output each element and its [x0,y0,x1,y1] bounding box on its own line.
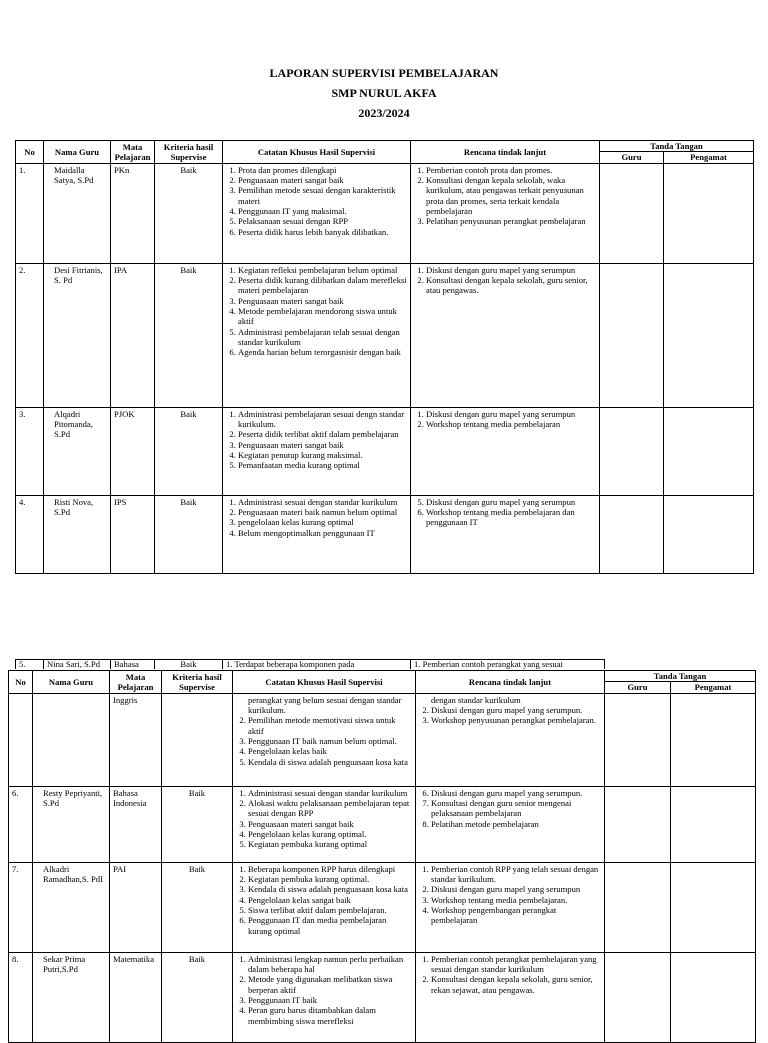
school-year: 2023/2024 [358,106,410,120]
row-notes [233,952,416,1042]
header-guru: Guru [600,152,664,163]
notes-item: 4. Peran guru harus ditambahkan dalam membimbing siswa merefleksi [248,1005,412,1026]
row-subject: Bahasa [111,660,155,670]
notes-item: 3. Penggunaan IT baik namun belum optimal. [248,736,412,746]
plans-item: 1. Pemberian contoh perangkat pembelajaran yang sesuai dengan standar kurikulum [431,954,601,975]
plans-item: 3. Pelatihan penyusunan perangkat pembelajaran [426,216,596,226]
notes-item: 1. Administrasi lengkap namun perlu perbaikan dalam beberapa hal [248,954,412,975]
plans-list [419,705,601,726]
notes-item: 1. Administrasi sesuai dengan standar kurikulum [238,497,407,507]
notes-item: 2. Peserta didik kurang dilibatkan dalam merefleksi materi pembelajaran [238,275,407,296]
notes-list [226,497,407,538]
header-rencana: Rencana tindak lanjut [411,141,600,164]
header-mata-pelajaran: Mata Pelajaran [111,141,155,164]
row-teacher-name: Alkadri Ramadhan,S. PdI [33,862,110,952]
plans-item: 2. Diskusi dengan guru mapel yang serumpun [431,884,601,894]
notes-item: 3. pengelolaan kelas kurang optimal [238,517,407,527]
signature-guru [605,693,671,786]
notes-item: 3. Penguasaan materi sangat baik [238,296,407,306]
table-row [16,495,754,573]
notes-item: 4. Pengelolaan kelas sangat baik [248,895,412,905]
supervision-table-page-1 [15,140,754,574]
header-rencana: Rencana tindak lanjut [416,671,605,694]
table-row [9,693,756,786]
signature-guru [605,786,671,862]
table-row [9,952,756,1042]
plans-item: 2. Konsultasi dengan kepala sekolah, guru senior, atau pengawas. [426,275,596,296]
row-subject: IPS [111,495,155,573]
row-plans [411,263,600,407]
row-no: 1. [16,163,44,263]
notes-item: 3. Penguasaan materi sangat baik [248,819,412,829]
row-criteria [162,693,233,786]
row-subject: IPA [111,263,155,407]
row-teacher-name: Alqadri Pitomanda, S.Pd [44,407,111,495]
table-row [9,862,756,952]
row-notes [223,407,411,495]
notes-item: 5. Administrasi pembelajaran telah sesuai dengan standar kurikulum [238,327,407,348]
notes-item: 5. Pemanfaatan media kurang optimal [238,460,407,470]
plans-item: 1. Pemberian contoh RPP yang telah sesuai dengan standar kurikulum. [431,864,601,885]
row-no: 2. [16,263,44,407]
notes-list [236,864,412,936]
notes-item: 3. Kendala di siswa adalah penguasaan kosa kata [248,884,412,894]
row-plans [416,862,605,952]
signature-guru [600,163,664,263]
header-no: No [16,141,44,164]
row-no: 7. [9,862,33,952]
notes-item: 3. Pemilihan metode sesuai dengan karakteristik materi [238,185,407,206]
header-kriteria: Kriteria hasil Supervise [162,671,233,694]
row-plan: 1. Pemberian contoh perangkat yang sesuai [411,660,605,670]
plans-item: 1. Diskusi dengan guru mapel yang serumpun [426,409,596,419]
signature-pengamat [664,263,754,407]
table-row-5-top [15,659,605,669]
notes-item: 5. Kegiatan pembuka kurang optimal [248,839,412,849]
row-subject: PJOK [111,407,155,495]
supervision-table-page-2 [8,670,756,1043]
row-plans [411,495,600,573]
plans-item: 6. Diskusi dengan guru mapel yang serumpun. [431,788,601,798]
row-notes [223,495,411,573]
header-no: No [9,671,33,694]
header-nama-guru: Nama Guru [44,141,111,164]
notes-lead: perangkat yang belum sesuai dengan standar kurikulum. [248,694,402,715]
school-name: SMP NURUL AKFA [331,86,437,100]
notes-item: 2. Penguasaan materi baik namun belum optimal [238,507,407,517]
plans-item: 8. Pelatihan metode pembelajaran [431,819,601,829]
header-catatan: Catatan Khusus Hasil Supervisi [233,671,416,694]
row-no: 5. [16,660,44,670]
plans-list [414,165,596,227]
signature-pengamat [664,495,754,573]
row-plans [411,407,600,495]
row-criteria: Baik [155,495,223,573]
row-notes [223,263,411,407]
notes-item: 6. Agenda harian belum terorgasnisir dengan baik [238,347,407,357]
table-row [16,407,754,495]
plans-list [419,954,601,995]
plans-item: 2. Konsultasi dengan kepala sekolah, guru senior, rekan sejawat, atau pengawas. [431,974,601,995]
notes-item: 4. Metode pembelajaran mendorong siswa untuk aktif [238,306,407,327]
plans-item: 3. Workshop penyusunan perangkat pembelajaran. [431,715,601,725]
row-plans [416,786,605,862]
row-plans [416,952,605,1042]
notes-item: 2. Metode yang digunakan melibatkan siswa berperan aktif [248,974,412,995]
row-no: 6. [9,786,33,862]
signature-guru [605,862,671,952]
plans-item: 1. Pemberian contoh prota dan promes. [426,165,596,175]
notes-item: 4. Penggunaan IT yang maksimal. [238,206,407,216]
signature-pengamat [671,786,756,862]
table-row [16,263,754,407]
notes-item: 5. Pelaksanaan sesuai dengan RPP [238,216,407,226]
plans-lead: dengan standar kurikulum [431,694,521,705]
row-criteria: Baik [155,263,223,407]
row-teacher-name: Maidalla Satya, S.Pd [44,163,111,263]
header-nama-guru: Nama Guru [33,671,110,694]
signature-guru [600,495,664,573]
row-teacher-name: Sekar Prima Putri,S.Pd [33,952,110,1042]
row-notes [233,693,416,786]
header-pengamat: Pengamat [671,682,756,693]
row-teacher-name: Desi Fitrianis, S. Pd [44,263,111,407]
row-criteria: Baik [155,163,223,263]
notes-item: 2. Alokasi waktu pelaksanaan pembelajaran tepat sesuai dengan RPP [248,798,412,819]
row-plans [416,693,605,786]
plans-item: 2. Diskusi dengan guru mapel yang serumpun. [431,705,601,715]
notes-item: 2. Pemilihan metode memotivasi siswa untuk aktif [248,715,412,736]
signature-pengamat [671,952,756,1042]
row-criteria: Baik [162,786,233,862]
plans-item: 3. Workshop tentang media pembelajaran. [431,895,601,905]
plans-list [419,864,601,926]
signature-pengamat [671,693,756,786]
plans-list [419,788,601,829]
notes-item: 4. Pengelolaan kelas baik [248,746,412,756]
plans-item: 6. Workshop tentang media pembelajaran dan penggunaan IT [426,507,596,528]
notes-item: 6. Penggunaan IT dan media pembelajaran kurang optimal [248,915,412,936]
signature-guru [600,407,664,495]
notes-item: 1. Administrasi pembelajaran sesuai dengn standar kurikulum. [238,409,407,430]
row-criteria: Baik [162,952,233,1042]
row-no: 8. [9,952,33,1042]
row-no: 4. [16,495,44,573]
plans-item: 7. Konsultasi dengan guru senior mengenai pelaksanaan pembelajaran [431,798,601,819]
plans-item: 2. Workshop tentang media pembelajaran [426,419,596,429]
header-catatan: Catatan Khusus Hasil Supervisi [223,141,411,164]
row-teacher-name: Risti Nova, S.Pd [44,495,111,573]
notes-list [226,165,407,237]
row-criteria: Baik [162,862,233,952]
notes-list [236,715,412,767]
header-kriteria: Kriteria hasil Supervise [155,141,223,164]
notes-item: 1. Kegiatan refleksi pembelajaran belum optimal [238,265,407,275]
row-notes [223,163,411,263]
notes-list [226,265,407,358]
header-tanda-tangan: Tanda Tangan [600,141,754,152]
signature-pengamat [671,862,756,952]
signature-guru [600,263,664,407]
plans-item: 5. Diskusi dengan guru mapel yang serumpun [426,497,596,507]
plans-item: 4. Workshop pengembangan perangkat pembelajaran [431,905,601,926]
table-row [9,786,756,862]
row-notes [233,786,416,862]
row-notes [233,862,416,952]
table-row [16,163,754,263]
signature-pengamat [664,407,754,495]
row-no [9,693,33,786]
row-subject: Inggris [110,693,162,786]
notes-item: 1. Prota dan promes dilengkapi [238,165,407,175]
notes-item: 3. Penguasaan materi sangat baik [238,440,407,450]
notes-item: 4. Belum mengoptimalkan penggunaan IT [238,528,407,538]
row-teacher-name [33,693,110,786]
plans-list [414,265,596,296]
signature-guru [605,952,671,1042]
notes-item: 1. Beberapa komponen RPP harus dilengkapi [248,864,412,874]
header-pengamat: Pengamat [664,152,754,163]
report-title: LAPORAN SUPERVISI PEMBELAJARAN [269,66,499,80]
notes-item: 3. Penggunaan IT baik [248,995,412,1005]
notes-list [236,954,412,1026]
plans-item: 2. Konsultasi dengan kepala sekolah, waka kurikulum, atau pengawas terkait penyusunan prota dan promes, serta terkait kendala pembelajaran [426,175,596,216]
header-guru: Guru [605,682,671,693]
row-subject: Bahasa Indonesia [110,786,162,862]
row-teacher-name: Resty Pepriyanti, S.Pd [33,786,110,862]
notes-item: 6. Peserta didik harus lebih banyak dilibatkan. [238,227,407,237]
row-criteria: Baik [155,660,223,670]
row-subject: PKn [111,163,155,263]
notes-item: 5. Siswa terlibat aktif dalam pembelajaran. [248,905,412,915]
notes-item: 2. Penguasaan materi sangat baik [238,175,407,185]
signature-pengamat [664,163,754,263]
header-mata-pelajaran: Mata Pelajaran [110,671,162,694]
notes-item: 5. Kendala di siswa adalah penguasaan kosa kata [248,757,412,767]
notes-list [226,409,407,471]
notes-item: 4. Pengelolaan kelas kurang optimal. [248,829,412,839]
row-subject: PAI [110,862,162,952]
row-criteria: Baik [155,407,223,495]
plans-item: 1. Diskusi dengan guru mapel yang serumpun [426,265,596,275]
page-break [0,600,768,660]
row-teacher-name: Nina Sari, S.Pd [44,660,111,670]
row-plans [411,163,600,263]
row-no: 3. [16,407,44,495]
notes-item: 4. Kegiatan penutup kurang maksimal. [238,450,407,460]
plans-list [414,409,596,430]
plans-list [414,497,596,528]
notes-list [236,788,412,850]
row-note: 1. Terdapat beberapa komponen pada [223,660,411,670]
notes-item: 2. Peserta didik terlibat aktif dalam pembelajaran [238,429,407,439]
notes-item: 2. Kegiatan pembuka kurang optimal. [248,874,412,884]
notes-item: 1. Administrasi sesuai dengan standar kurikulum [248,788,412,798]
header-tanda-tangan: Tanda Tangan [605,671,756,682]
row-subject: Matematika [110,952,162,1042]
